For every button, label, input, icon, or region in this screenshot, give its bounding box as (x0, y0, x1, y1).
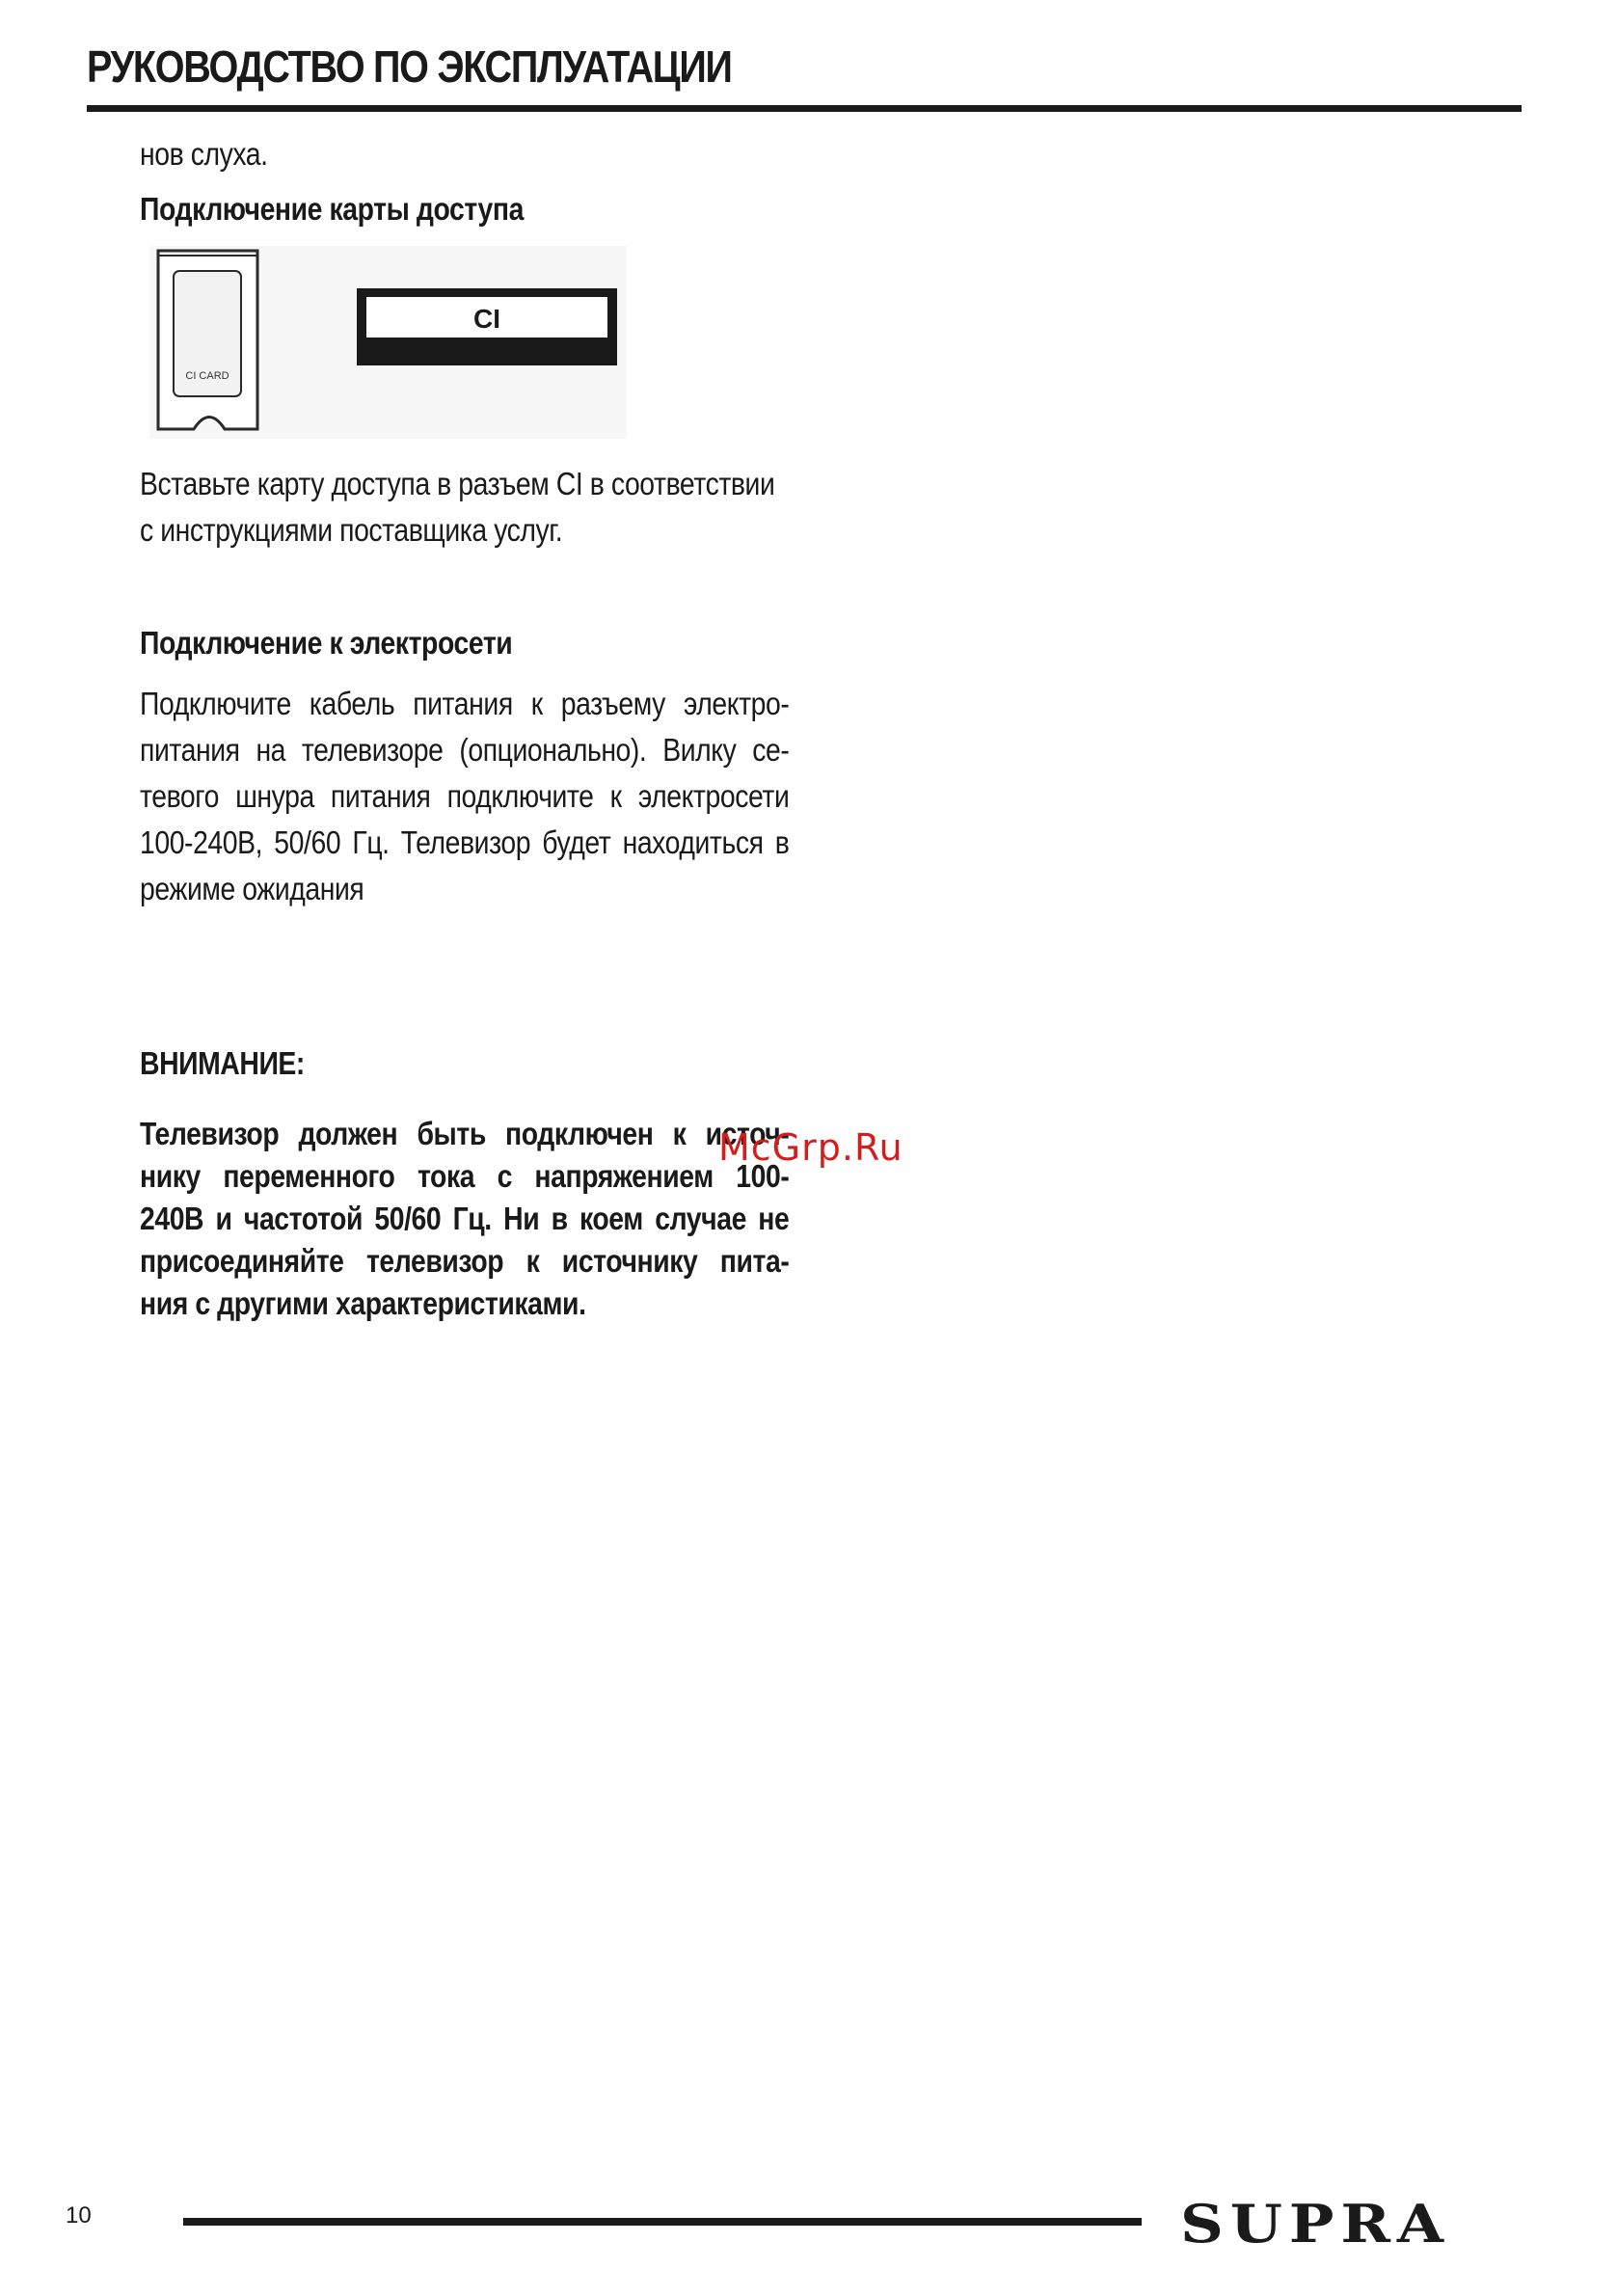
ci-card-icon (158, 251, 257, 429)
power-line-4: 100-240В, 50/60 Гц. Телевизор будет находиться в (140, 824, 790, 860)
continued-text: нов слуха. (140, 136, 268, 172)
page-title: РУКОВОДСТВО ПО ЭКСПЛУАТАЦИИ (87, 41, 732, 92)
watermark-text: McGrp.Ru (718, 1126, 903, 1169)
power-line-2: питания на телевизоре (опционально). Вилку се- (140, 732, 790, 768)
section-heading-power: Подключение к электросети (140, 625, 513, 661)
ci-line-2: с инструкциями поставщика услуг. (140, 512, 563, 548)
warning-line-1: Телевизор должен быть подключен к источ- (140, 1116, 790, 1151)
page-number: 10 (66, 2202, 92, 2228)
power-line-1: Подключите кабель питания к разъему электро- (140, 686, 790, 721)
power-paragraph (140, 681, 789, 912)
warning-line-4: присоединяйте телевизор к источнику пита- (140, 1243, 790, 1279)
warning-line-5: ния с другими характеристиками. (140, 1285, 586, 1321)
section-heading-ci: Подключение карты доступа (140, 191, 524, 227)
ci-card-illustration (149, 246, 627, 439)
ci-card-label: CI CARD (185, 370, 229, 382)
power-line-3: тевого шнура питания подключите к электросети (140, 778, 790, 814)
warning-line-3: 240В и частотой 50/60 Гц. Ни в коем случае не (140, 1201, 790, 1236)
footer-divider (183, 2218, 1142, 2226)
brand-logo: SUPRA (1180, 2193, 1450, 2255)
power-line-5: режиме ожидания (140, 871, 364, 906)
ci-slot-icon (357, 288, 617, 365)
warning-paragraph (140, 1111, 789, 1323)
warning-line-2: нику переменного тока с напряжением 100- (140, 1158, 790, 1194)
header-divider (87, 105, 1522, 112)
ci-paragraph (140, 461, 774, 554)
ci-slot-label: CI (473, 304, 500, 334)
ci-line-1: Вставьте карту доступа в разъем CI в соответствии (140, 466, 775, 501)
warning-heading: ВНИМАНИЕ: (140, 1045, 305, 1081)
